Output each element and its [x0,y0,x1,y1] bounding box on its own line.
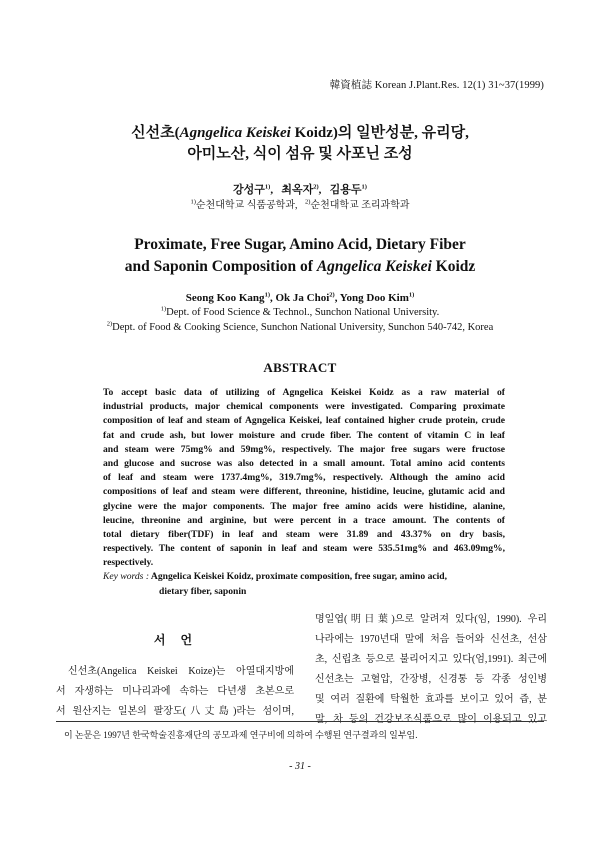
footnote-divider [56,721,544,722]
english-affiliation-1: $^{1)}$Dept. of Food Science & Technol., Sunchon National University. [160,305,440,318]
abstract-line: respectively. [103,557,154,569]
body-right-column [315,610,547,730]
english-title-line-1: Proximate, Free Sugar, Amino Acid, Dietary Fiber [134,236,466,253]
affiliation-kr-2: 순천대학교 조리과학과 [310,200,410,211]
abstract-line: of leaf and steam were 1737.4mg%, 319.7mg%, respectively. Although the amino acid [103,472,505,484]
keywords-label: Key words : [103,571,150,582]
abstract-line: and steam were 75mg% and 59mg%, respectively. The major free sugars were fructose [103,443,505,455]
english-affiliation-2: $^{2)}$Dept. of Food & Cooking Science, Sunchon National University, Sunchon 540-742, Korea [106,320,494,333]
footnote: 이 논문은 1997년 한국학술진흥재단의 공모과제 연구비에 의하여 수행된 연구결과의 일부임. [64,730,418,740]
body-left-column [56,662,294,722]
abstract-line: fat and crude ash, but lower moisture and crude fiber. The content of vitamin C in leaf [103,429,505,441]
species-name: Agngelica Keiskei [179,125,291,141]
author-en-1: Seong Koo Kang [185,292,265,304]
body-line: 명일엽(明日葉)으로 알려져 있다(임, 1990). 우리 [315,614,547,625]
section-heading-introduction: 서 언 [153,633,199,647]
body-line: 및 여러 질환에 탁월한 효과를 보이고 있어 즙, 분 [315,694,547,705]
abstract-line: glycine were the major components. The major free amino acids were histidine, alanine, [103,500,505,512]
keywords-line-1: Agngelica Keiskei Koidz, proximate composition, free sugar, amino acid, [150,571,448,582]
species-name-en: Agngelica Keiskei [316,258,432,275]
author-kr-1: 강성구 [233,184,265,196]
korean-title-line-1: 신선초(Agngelica Keiskei Koidz)의 일반성분, 유리당, [131,125,469,141]
author-kr-3: 김용두 [329,184,362,196]
journal-header: 韓資植誌 Korean J.Plant.Res. 12(1) 31~37(1999) [329,80,544,91]
keywords-line-2: dietary fiber, saponin [159,586,247,597]
author-kr-2: 최옥자 [281,184,314,196]
korean-authors: 강성구$^{1)}$, 최옥자$^{2)}$, 김용두$^{1)}$ [233,183,367,196]
author-en-2: Ok Ja Choi [275,292,330,304]
english-authors: Seong Koo Kang$^{1)}$, Ok Ja Choi$^{2)}$, Yong Doo Kim$^{1)}$ [185,291,415,304]
author-en-3: Yong Doo Kim [339,292,409,304]
korean-affiliations: $^{1)}$순천대학교 식품공학과, $^{2)}$순천대학교 조리과학과 [190,198,410,211]
body-line: 신선초는 고혈압, 간장병, 신경통 등 각종 성인병 [315,674,547,685]
keywords [103,569,523,599]
abstract-line: compositions of leaf and steam were different, threonine, histidine, leucine, glutamic acid and [103,486,505,498]
korean-title [0,123,600,165]
affiliation-kr-1: 순천대학교 식품공학과, [195,200,298,211]
english-title [0,234,600,278]
body-line: 나라에는 1970년대 말에 처음 들어와 신선초, 선삼 [315,634,547,645]
korean-title-line-2: 아미노산, 식이 섬유 및 사포닌 조성 [187,146,413,162]
abstract-line: and glucose and sucrose was also detected in a small amount. Total amino acid contents [103,458,505,470]
page-number: - 31 - [289,761,311,772]
abstract-line: leucine, threonine and arginine, but were percent in a trace amount. The contents of [103,514,505,526]
abstract-line: industrial products, major chemical components were investigated. Comparing proximate [103,401,505,413]
abstract-heading: ABSTRACT [263,360,337,375]
abstract-body [103,386,505,571]
abstract-line: respectively. The content of saponin in leaf and steam were 535.51mg% and 463.09mg%, [103,543,505,555]
body-line: 신선초(Angelica Keiskei Koize)는 아열대지방에 [68,666,294,677]
body-line: 서 원산지는 일본의 팔장도(八丈島)라는 섬이며, [56,706,294,717]
body-line: 초, 신립초 등으로 불리어지고 있다(엄,1991). 최근에 [315,654,547,665]
abstract-line: composition of leaf and steam of Agngelica Keiskei, leaf contained higher crude protein, crude [103,415,505,427]
body-line: 말, 차 등의 건강보조식품으로 많이 이용되고 있고 [315,714,547,725]
abstract-line: To accept basic data of utilizing of Agngelica Keiskei Koidz as a raw material of [103,387,505,398]
english-title-line-2: and Saponin Composition of Agngelica Keiskei Koidz [124,258,476,275]
abstract-line: total dietary fiber(TDF) in leaf and steam were 31.89 and 43.37% on dry basis, [103,529,505,541]
body-line: 서 자생하는 미나리과에 속하는 다년생 초본으로 [56,686,294,697]
